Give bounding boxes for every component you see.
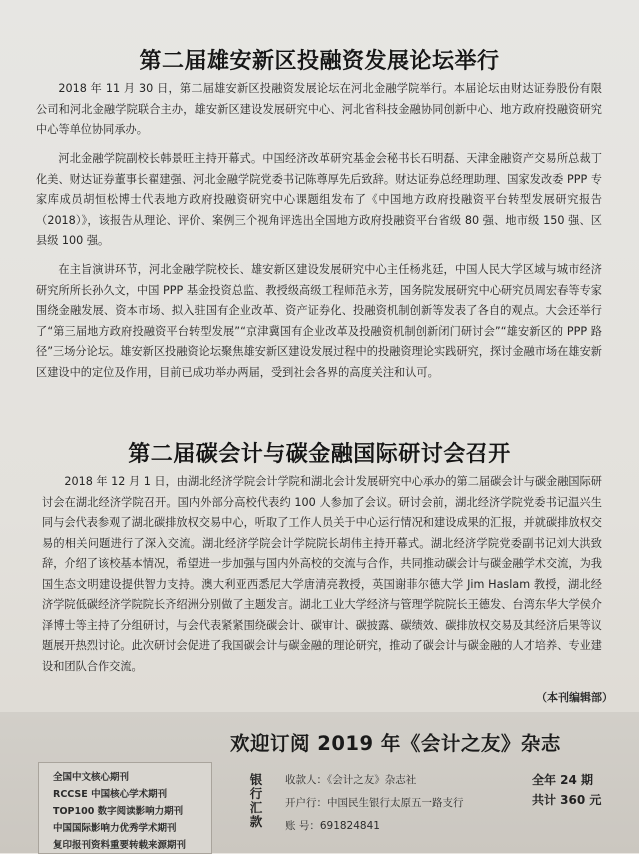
index-item: 全国中文核心期刊	[53, 772, 130, 783]
payee-line: 收款人：《会计之友》杂志社	[285, 774, 417, 786]
article1-paragraph-1: 2018 年 11 月 30 日，第二届雄安新区投融资发展论坛在河北金融学院举行。本届论坛由财达证券股份有限公司和河北金融学院联合主办，雄安新区建设发展研究中心、河北省科技金融协同创新中心、地方政府投融资研究中心等单位协同承办。	[36, 82, 602, 136]
index-item: 复印报刊资料重要转载来源期刊	[53, 840, 187, 851]
article1-title: 第二届雄安新区投融资发展论坛举行	[139, 49, 500, 74]
subscription-headline: 欢迎订阅 2019 年《会计之友》杂志	[230, 732, 561, 755]
article1-paragraph-2: 河北金融学院副校长韩景旺主持开幕式。中国经济改革研究基金会秘书长石明磊、天津金融资产交易所总裁丁化美、财达证券董事长翟建强、河北金融学院党委书记陈尊厚先后致辞。财达证券总经理助理、国家发改委 PPP 专家库成员胡恒松博士代表地方政府投融资研究中心课题组发布了《中国地方政府投融资平台转型发展研究报告（2018）》，该报告从理论、评价、案例三个视角评选出全国地方政府投融资平台省级 80 强、地市级 150 强、区县级 100 强。	[36, 152, 602, 247]
total-price: 共计 360 元	[532, 793, 602, 807]
issues-per-year: 全年 24 期	[532, 773, 594, 787]
index-item: RCCSE 中国核心学术期刊	[53, 789, 168, 800]
bank-transfer-label: 银行汇款	[249, 772, 263, 829]
journal-index-box	[38, 762, 212, 854]
article1-paragraph-3: 在主旨演讲环节，河北金融学院校长、雄安新区建设发展研究中心主任杨兆廷，中国人民大学区域与城市经济研究所所长孙久文，中国 PPP 基金投资总监、教授级高级工程师范永芳，国务院发展研究中心研究员周宏春等专家围绕金融发展、资本市场、拟入驻国有企业改革、资产证券化、投融资机制创新等发表了各自的观点。大会还举行了“第三届地方政府投融资平台转型发展”“京津冀国有企业改革及投融资机制创新闭门研讨会”“雄安新区的 PPP 路径”三场分论坛。雄安新区投融资论坛聚焦雄安新区建设发展过程中的投融资理论实践研究，探讨金融市场在雄安新区建设中的定位及作用，目前已成功举办两届，受到社会各界的高度关注和认可。	[36, 263, 602, 379]
index-item: TOP100 数字阅读影响力期刊	[53, 806, 184, 817]
article2-credit: （本刊编辑部）	[536, 691, 613, 704]
account-line: 账 号：691824841	[285, 820, 380, 832]
article2-paragraph: 2018 年 12 月 1 日，由湖北经济学院会计学院和湖北会计发展研究中心承办的第二届碳会计与碳金融国际研讨会在湖北经济学院召开。国内外部分高校代表约 100 人参加了会议。研讨会前，湖北经济学院党委书记温兴生同与会代表参观了湖北碳排放权交易中心，听取了工作人员关于中心运行情况和建设成果的汇报，并就碳排放权交易的相关问题进行了深入交流。湖北经济学院会计学院院长胡伟主持开幕式。湖北经济学院党委副书记刘大洪致辞，介绍了该校基本情况，希望进一步加强与国内外高校的交流与合作，共同推动碳会计与碳金融学术交流，为我国生态文明建设提供智力支持。澳大利亚西悉尼大学唐清亮教授，英国谢菲尔德大学 Jim Haslam 教授，湖北经济学院低碳经济学院院长齐绍洲分别做了主题发言。湖北工业大学经济与管理学院院长王德发、台湾东华大学侯介泽博士等主持了分组研讨，与会代表紧紧围绕碳会计、碳审计、碳披露、碳绩效、碳排放权交易及其经济后果等议题展开热烈讨论。此次研讨会促进了我国碳会计与碳金融的理论研究，推动了碳会计与碳金融的人才培养、专业建设和团队合作交流。	[42, 475, 602, 673]
index-item: 中国国际影响力优秀学术期刊	[53, 823, 177, 834]
article2-title: 第二届碳会计与碳金融国际研讨会召开	[128, 442, 511, 467]
bank-line: 开户行：中国民生银行太原五一路支行	[285, 797, 464, 809]
